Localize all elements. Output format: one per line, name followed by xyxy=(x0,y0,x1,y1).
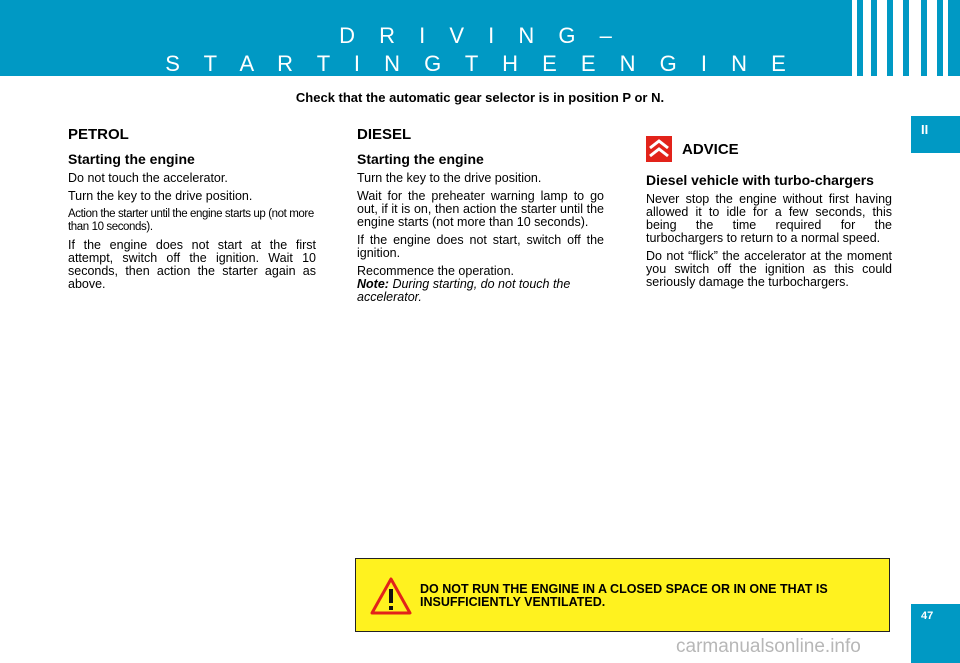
diesel-paragraph: Turn the key to the drive position. xyxy=(357,171,542,185)
advice-header xyxy=(646,136,892,162)
diesel-column xyxy=(357,128,604,309)
warning-text: DO NOT RUN THE ENGINE IN A CLOSED SPACE OR IN ONE THAT IS INSUFFICIENTLY VENTILATED. xyxy=(420,582,828,609)
warning-box xyxy=(355,558,890,632)
instruction-subtitle: Check that the automatic gear selector is in position P or N. xyxy=(295,90,665,105)
advice-column xyxy=(646,136,892,294)
diesel-note xyxy=(357,278,604,304)
petrol-subheading: Starting the engine xyxy=(68,151,195,167)
advice-paragraph: Do not “flick” the accelerator at the moment you switch off the ignition as this could seriously damage the turbochargers. xyxy=(646,249,892,289)
advice-subheading: Diesel vehicle with turbo-chargers xyxy=(646,172,874,188)
diesel-paragraph: Recommence the operation. xyxy=(357,264,515,278)
petrol-paragraph: Do not touch the accelerator. xyxy=(68,171,228,185)
header-band xyxy=(0,0,960,76)
chevrons-logo-icon xyxy=(646,136,672,162)
title-line-1: D R I V I N G – xyxy=(339,23,621,48)
diesel-paragraph: If the engine does not start, switch off the ignition. xyxy=(357,233,604,260)
petrol-paragraph: If the engine does not start at the first attempt, switch off the ignition. Wait 10 seconds, then action the starter again as above. xyxy=(68,238,316,291)
page-title xyxy=(0,22,960,78)
petrol-paragraph: Action the starter until the engine starts up (not more than 10 seconds). xyxy=(68,208,314,233)
petrol-column xyxy=(68,128,316,296)
advice-title: ADVICE xyxy=(682,140,739,158)
warning-triangle-icon xyxy=(369,576,413,616)
section-tab xyxy=(911,116,960,153)
petrol-heading: PETROL xyxy=(68,126,129,143)
title-line-2: S T A R T I N G T H E E N G I N E xyxy=(165,51,795,76)
diesel-heading: DIESEL xyxy=(357,126,412,143)
diesel-subheading: Starting the engine xyxy=(357,151,484,167)
page-number: 47 xyxy=(921,610,934,622)
diesel-paragraph: Wait for the preheater warning lamp to go out, if it is on, then action the starter until the engine starts (not more than 10 seconds). xyxy=(357,189,604,229)
petrol-paragraph: Turn the key to the drive position. xyxy=(68,189,253,203)
note-label: Note: xyxy=(357,277,389,291)
watermark: carmanualsonline.info xyxy=(676,636,861,657)
note-text: During starting, do not touch the accelerator. xyxy=(357,277,571,304)
advice-paragraph: Never stop the engine without first having allowed it to idle for a few seconds, this being the time required for the turbochargers to return to a normal speed. xyxy=(646,192,892,245)
page-number-tab xyxy=(911,604,960,663)
section-number: II xyxy=(921,122,929,137)
